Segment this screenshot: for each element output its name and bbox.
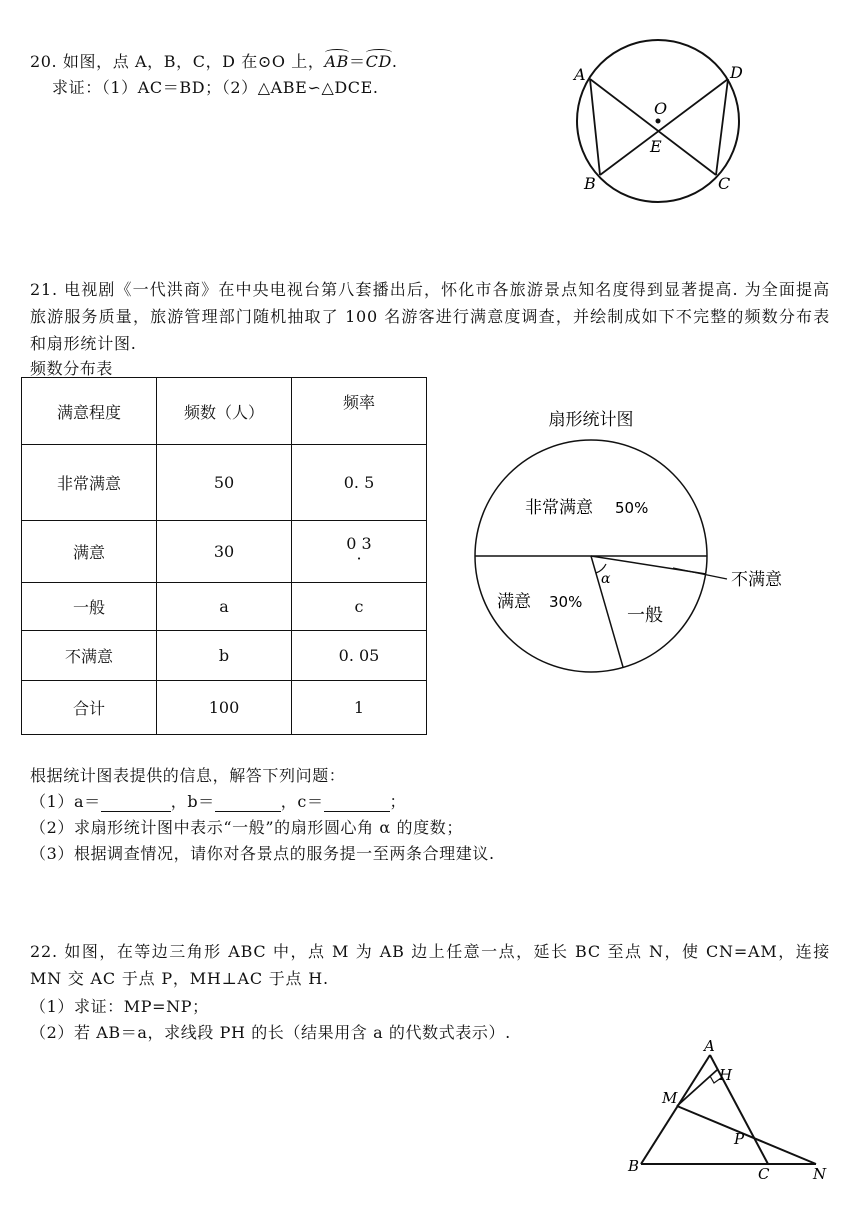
q22-sub2: （2）若 AB＝a，求线段 PH 的长（结果用含 a 的代数式表示）. <box>30 1023 511 1042</box>
label-d: D <box>730 63 743 82</box>
sub1-end: ； <box>389 792 407 811</box>
label-a: A <box>704 1037 715 1055</box>
header-frequency: 频数（人） <box>157 378 292 445</box>
q20-prove: 求证：（1）AC＝BD；（2）△ABE∽△DCE. <box>52 78 379 97</box>
cell-level: 一般 <box>22 583 157 631</box>
cell-rate-satisfied <box>292 521 427 583</box>
label-alpha: α <box>601 571 611 587</box>
q22-intro: 22. 如图，在等边三角形 ABC 中，点 M 为 AB 边上任意一点，延长 BC 至点 N，使 CN=AM，连接 MN 交 AC 于点 P，MH⊥AC 于点 H. <box>30 942 830 988</box>
pie-chart <box>465 395 805 680</box>
table-row <box>22 681 427 735</box>
label-general: 一般 <box>627 605 663 626</box>
chord-ac <box>590 79 716 175</box>
sub1-c-label: ，c＝ <box>280 792 324 811</box>
blank-b[interactable] <box>215 792 281 812</box>
side-ab <box>641 1055 710 1164</box>
pie-title: 扇形统计图 <box>548 410 634 430</box>
q21-prompt: 根据统计图表提供的信息，解答下列问题： <box>30 766 346 785</box>
chord-bd <box>600 79 728 175</box>
table-caption: 频数分布表 <box>30 359 114 378</box>
q22-triangle-figure <box>620 1035 840 1195</box>
arc-ab: AB <box>324 52 350 71</box>
cell-level: 满意 <box>22 521 157 583</box>
chord-cd <box>716 79 728 175</box>
blank-c[interactable] <box>324 792 390 812</box>
label-o: O <box>654 99 668 118</box>
label-n: N <box>813 1165 827 1183</box>
unsatisfied-leader <box>673 568 727 579</box>
cell-rate: 0. 5 <box>292 445 427 521</box>
cell-level: 不满意 <box>22 631 157 681</box>
header-satisfaction: 满意程度 <box>22 378 157 445</box>
cell-count: a <box>157 583 292 631</box>
q20-equals: ＝ <box>349 52 366 71</box>
chord-ab <box>590 79 600 175</box>
label-b: B <box>584 174 596 193</box>
cell-rate-value: 0 3 <box>346 534 372 553</box>
table-row <box>22 631 427 681</box>
frequency-table <box>21 377 427 735</box>
q21-sub3: （3）根据调查情况，请你对各景点的服务提一至两条合理建议. <box>30 844 495 863</box>
pct-very-satisfied: 50% <box>615 499 649 517</box>
cell-count: 100 <box>157 681 292 735</box>
q21-sub2: （2）求扇形统计图中表示“一般”的扇形圆心角 α 的度数； <box>30 818 463 837</box>
q20-circle-figure <box>560 30 780 210</box>
label-h: H <box>719 1066 733 1084</box>
center-dot <box>656 119 661 124</box>
table-row <box>22 583 427 631</box>
blank-a[interactable] <box>101 792 171 812</box>
sub1-a-label: （1）a＝ <box>30 792 101 811</box>
q20-statement-text: 20. 如图，点 A，B，C，D 在⊙O 上， <box>30 52 325 71</box>
table-row <box>22 521 427 583</box>
cell-rate: 1 <box>292 681 427 735</box>
arc-cd: CD <box>365 52 392 71</box>
label-unsatisfied: 不满意 <box>731 570 782 590</box>
cell-count: 50 <box>157 445 292 521</box>
label-c: C <box>758 1165 770 1183</box>
q21-intro: 21. 电视剧《一代洪商》在中央电视台第八套播出后，怀化市各旅游景点知名度得到显著提高. 为全面提高旅游服务质量，旅游管理部门随机抽取了 100 名游客进行满意度调查，并绘制成如下不完整的频数分布表和扇形统计图. <box>30 280 830 353</box>
label-c: C <box>718 174 731 193</box>
q20-statement <box>30 49 398 72</box>
label-satisfied: 满意 <box>497 592 531 612</box>
label-a: A <box>574 65 586 84</box>
label-m: M <box>662 1089 678 1107</box>
cell-level: 非常满意 <box>22 445 157 521</box>
label-e: E <box>650 137 662 156</box>
table-header-row <box>22 378 427 445</box>
header-rate: 频率 <box>292 378 427 445</box>
label-p: P <box>734 1130 745 1148</box>
sub1-b-label: ，b＝ <box>170 792 215 811</box>
q22-sub1: （1）求证：MP=NP； <box>30 997 209 1016</box>
q21-sub1 <box>30 789 406 812</box>
cell-count: b <box>157 631 292 681</box>
cell-rate: 0. 05 <box>292 631 427 681</box>
dot-mark: · <box>356 549 362 568</box>
cell-rate: c <box>292 583 427 631</box>
label-very-satisfied: 非常满意 <box>525 498 593 518</box>
q20-period: . <box>391 52 398 71</box>
segment-mn <box>677 1106 816 1164</box>
pct-satisfied: 30% <box>549 593 583 611</box>
label-b: B <box>628 1157 640 1175</box>
cell-level: 合计 <box>22 681 157 735</box>
cell-count: 30 <box>157 521 292 583</box>
table-row <box>22 445 427 521</box>
